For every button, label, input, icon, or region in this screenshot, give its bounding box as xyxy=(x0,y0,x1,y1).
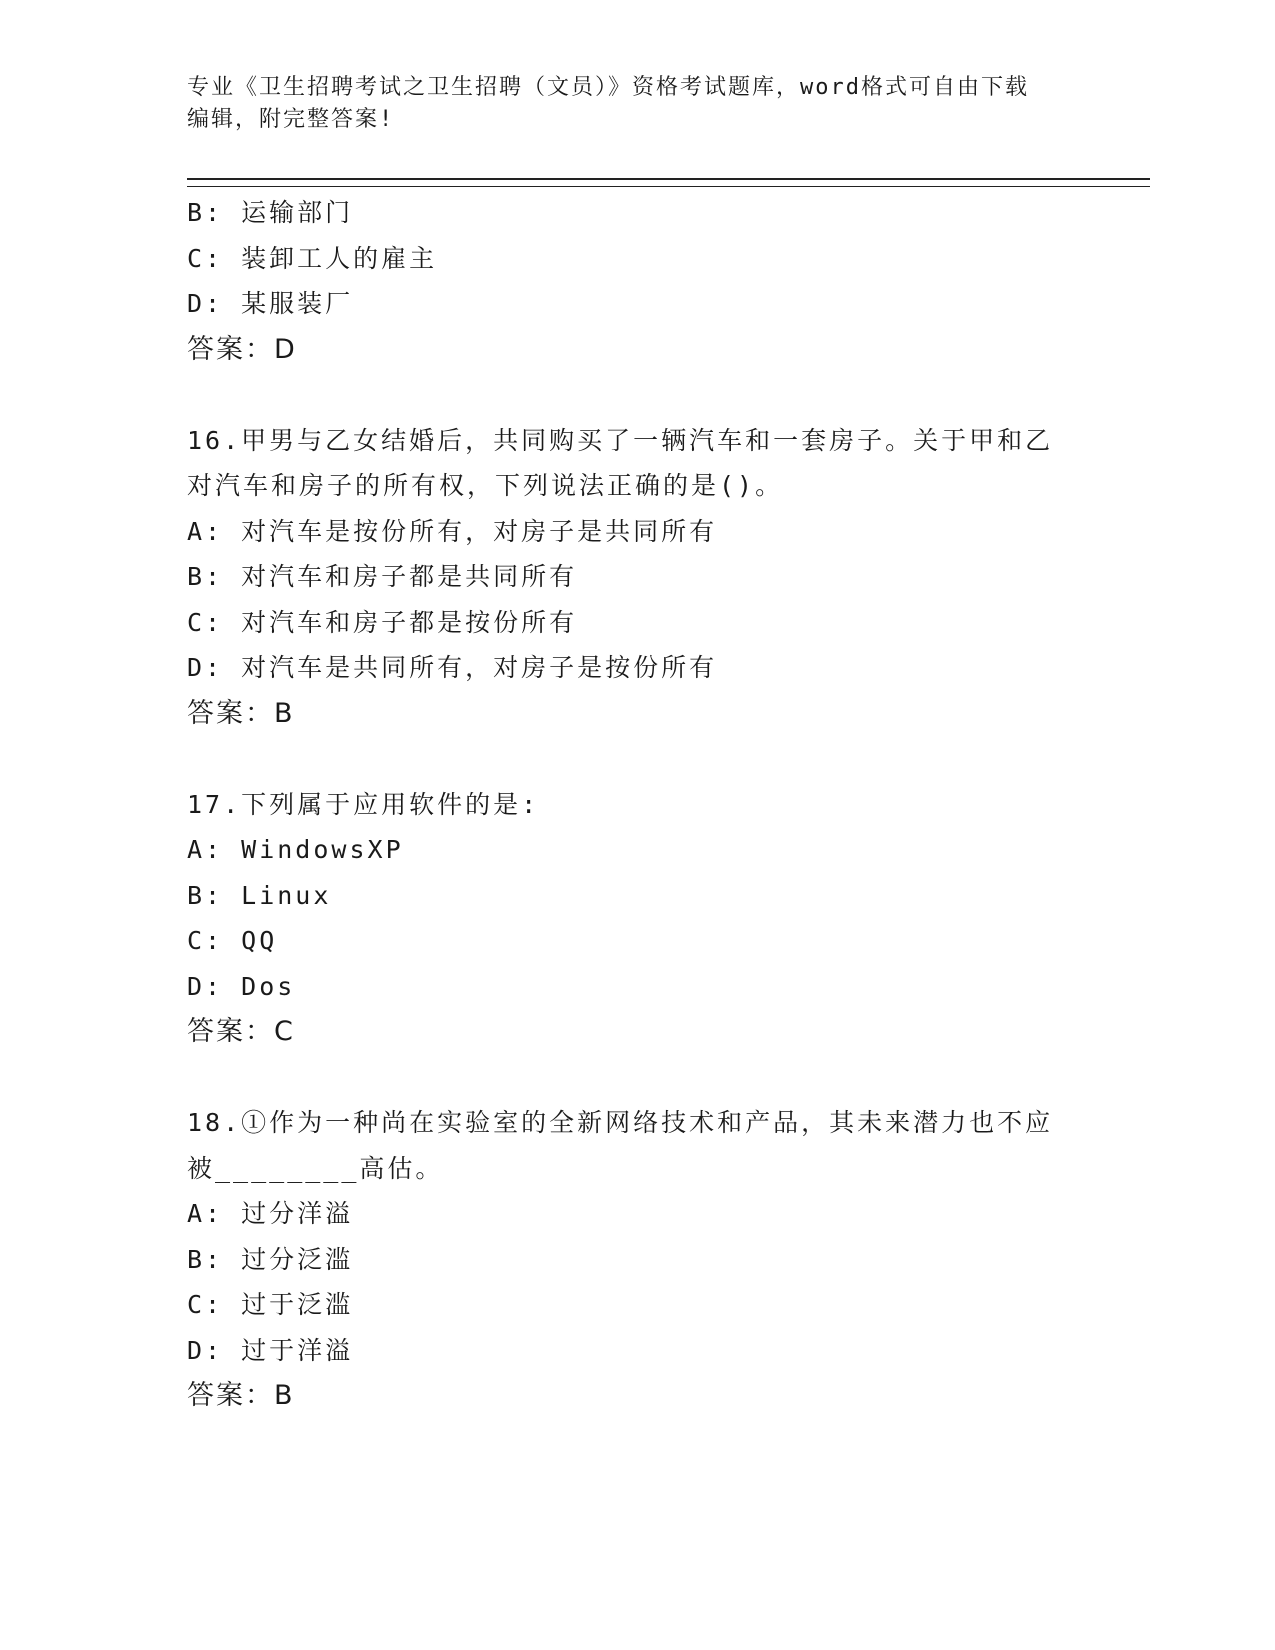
option-a: A: WindowsXP xyxy=(187,835,404,864)
option-d: D: 对汽车是共同所有，对房子是按份所有 xyxy=(187,653,718,682)
option-a: A: 过分洋溢 xyxy=(187,1199,354,1228)
spacer xyxy=(187,372,1147,418)
option-d: D: Dos xyxy=(187,971,296,1001)
answer: 答案：D xyxy=(187,333,297,365)
question-stem-line-2: 对汽车和房子的所有权，下列说法正确的是()。 xyxy=(187,471,784,500)
question-15 xyxy=(187,190,1147,372)
option-b: B: 对汽车和房子都是共同所有 xyxy=(187,562,578,591)
header-title-line-1: 专业《卫生招聘考试之卫生招聘（文员）》资格考试题库，word格式可自由下载 xyxy=(187,75,1029,100)
answer: 答案：B xyxy=(187,697,295,729)
answer: 答案：B xyxy=(187,1380,295,1411)
option-b: B: 运输部门 xyxy=(187,198,354,227)
question-stem-line-1: 16.甲男与乙女结婚后，共同购买了一辆汽车和一套房子。关于甲和乙 xyxy=(187,425,1054,455)
header-divider xyxy=(187,178,1150,187)
option-d: D: 过于洋溢 xyxy=(187,1335,354,1365)
option-c: C: 对汽车和房子都是按份所有 xyxy=(187,607,578,637)
spacer xyxy=(187,1055,1147,1101)
option-c: C: 过于泛滥 xyxy=(187,1290,354,1319)
question-list xyxy=(187,190,1147,1419)
answer: 答案：C xyxy=(187,1016,295,1047)
option-d: D: 某服装厂 xyxy=(187,289,354,318)
option-c: C: 装卸工人的雇主 xyxy=(187,243,438,273)
question-17 xyxy=(187,782,1147,1055)
document-header xyxy=(187,72,1087,136)
question-16 xyxy=(187,418,1147,737)
spacer xyxy=(187,736,1147,782)
option-c: C: QQ xyxy=(187,926,278,955)
option-b: B: 过分泛滥 xyxy=(187,1244,354,1274)
question-stem-line-2: 被________高估。 xyxy=(187,1153,444,1183)
question-stem: 17.下列属于应用软件的是: xyxy=(187,789,540,819)
option-b: B: Linux xyxy=(187,880,332,910)
header-title-line-2: 编辑，附完整答案! xyxy=(187,107,395,132)
question-18 xyxy=(187,1100,1147,1419)
question-stem-line-1: 18.①作为一种尚在实验室的全新网络技术和产品，其未来潜力也不应 xyxy=(187,1108,1054,1137)
option-a: A: 对汽车是按份所有，对房子是共同所有 xyxy=(187,516,718,546)
